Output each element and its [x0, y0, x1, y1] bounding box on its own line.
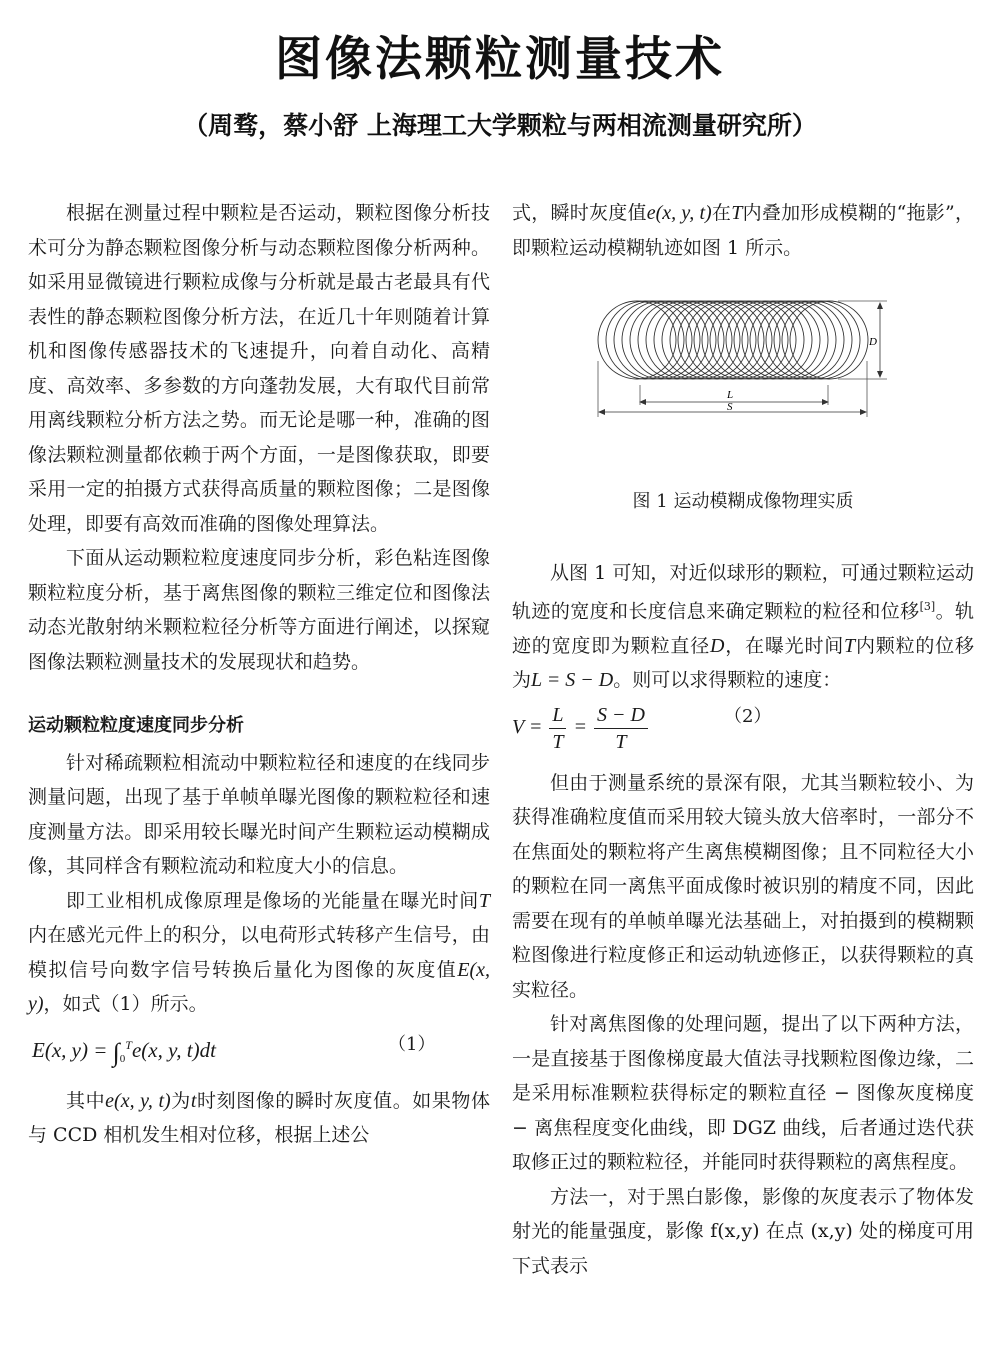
citation: [3]	[919, 600, 936, 613]
blur-ring	[742, 301, 820, 379]
equation-number-2: （2）	[724, 705, 772, 727]
symbol-t: t	[190, 1089, 197, 1112]
blur-ring	[694, 301, 772, 379]
blur-ring	[710, 301, 788, 379]
symbol-e: e(x, y, t)	[646, 202, 712, 224]
text-run: 。轨迹的宽度即为颗粒直径	[512, 600, 974, 657]
eq1-lower-limit: 0	[119, 1052, 126, 1065]
eq1-rhs: e(x, y, t)dt	[131, 1037, 216, 1062]
blur-ring	[678, 301, 756, 379]
blur-ring	[758, 301, 836, 379]
text-run: ，在曝光时间	[724, 634, 845, 657]
blur-ring	[734, 301, 812, 379]
blur-ring	[726, 301, 804, 379]
blur-ring	[702, 301, 780, 379]
label-S: S	[727, 401, 733, 413]
paragraph-depth-of-field: 但由于测量系统的景深有限，尤其当颗粒较小、为获得准确粒度值而采用较大镜头放大倍率时，一部分不在焦面处的颗粒将产生离焦模糊图像；且不同粒径大小的颗粒在同一离焦平面成像时被识别的精度不同，因此需要在现有的单帧单曝光法基础上，对拍摄到的模糊颗粒图像进行粒度修正和运动轨迹修正，以获得颗粒的真实粒径。	[512, 771, 974, 1001]
blur-ring	[646, 301, 724, 379]
symbol-T: T	[731, 202, 743, 224]
eq1-upper-limit: T	[125, 1037, 132, 1052]
page-title: 图像法颗粒测量技术	[275, 32, 725, 87]
eq2-equals: =	[573, 715, 587, 738]
paragraph-motion: 针对稀疏颗粒相流动中颗粒粒径和速度的在线同步测量问题，出现了基于单帧单曝光图像的颗粒粒径和速度测量方法。即采用较长曝光时间产生颗粒运动模糊成像，其同样含有颗粒流动和粒度大小的信息。	[28, 751, 490, 877]
blur-ring	[750, 301, 828, 379]
paragraph-instant	[28, 1084, 490, 1153]
paragraph-continued	[512, 196, 974, 265]
text-run: 即工业相机成像原理是像场的光能量在曝光时间	[66, 889, 479, 912]
equation-1	[28, 1022, 490, 1072]
frac-denominator: T	[552, 730, 564, 753]
blur-ring	[622, 301, 700, 379]
symbol-e: e(x, y, t)	[105, 1089, 171, 1112]
text-run: 内在感光元件上的积分，以电荷形式转移产生信号，由模拟信号向数字信号转换后量化为图像的灰度值	[28, 924, 490, 981]
equation-number-1: （1）	[388, 1033, 436, 1055]
text-run: 式，瞬时灰度值	[512, 202, 647, 224]
fraction-S-D-over-T	[594, 702, 648, 755]
figure-1	[512, 299, 974, 483]
symbol-D: D	[710, 634, 725, 657]
paragraph-overview: 下面从运动颗粒粒度速度同步分析，彩色粘连图像颗粒粒度分析，基于离焦图像的颗粒三维定位和图像法动态光散射纳米颗粒粒径分析等方面进行阐述，以探窥图像法颗粒测量技术的发展现状和趋势。	[28, 547, 490, 673]
left-column	[28, 196, 490, 1153]
frac-numerator: S − D	[594, 702, 648, 729]
blur-ring	[686, 301, 764, 379]
text-run: ，如式（1）所示。	[43, 993, 208, 1015]
right-column	[512, 196, 974, 1283]
authors-line: （周骛，蔡小舒 上海理工大学颗粒与两相流测量研究所）	[183, 111, 817, 140]
blur-ring	[790, 301, 868, 379]
text-run: 内叠加形成模糊的“拖影”，即颗粒运动模糊轨迹如图 1 所示。	[512, 202, 974, 259]
blur-ring	[774, 301, 852, 379]
blur-ring	[606, 301, 684, 379]
frac-numerator: L	[549, 702, 566, 729]
text-run: 其中	[66, 1089, 106, 1112]
symbol-E: E(x, y)	[28, 958, 490, 1015]
equation-2	[512, 702, 974, 766]
symbol-T: T	[844, 634, 856, 657]
blur-ring	[782, 301, 860, 379]
integral-sign: ∫	[112, 1037, 120, 1067]
text-run: 从图 1 可知，对近似球形的颗粒，可通过颗粒运动轨迹的宽度和长度信息来确定颗粒的粒径和位移	[512, 561, 974, 623]
blur-ring	[630, 301, 708, 379]
paragraph-camera	[28, 884, 490, 1022]
label-D: D	[869, 336, 877, 348]
paragraph-defocus-methods: 针对离焦图像的处理问题，提出了以下两种方法，一是直接基于图像梯度最大值法寻找颗粒图像边缘，二是采用标准颗粒获得标定的颗粒直径 − 图像灰度梯度 − 离焦程度变化曲线，即 DGZ 曲线，后者通过迭代获取修正过的颗粒粒径，并能同时获得颗粒的离焦程度。	[512, 1013, 974, 1174]
text-run: 为	[170, 1089, 191, 1112]
blur-ring	[766, 301, 844, 379]
formula-L: L = S − D	[531, 669, 614, 692]
fraction-L-over-T	[549, 702, 566, 755]
motion-blur-diagram	[592, 299, 892, 483]
figure-caption: 图 1 运动模糊成像物理实质	[632, 491, 854, 512]
frac-denominator: T	[615, 730, 627, 753]
paragraph-intro: 根据在测量过程中颗粒是否运动，颗粒图像分析技术可分为静态颗粒图像分析与动态颗粒图像分析两种。如采用显微镜进行颗粒成像与分析就是最古老最具有代表性的静态颗粒图像分析方法，在近几十年则随着计算机和图像传感器技术的飞速提升，向着自动化、高精度、高效率、多参数的方向蓬勃发展，大有取代目前常用离线颗粒分析方法之势。而无论是哪一种，准确的图像法颗粒测量都依赖于两个方面，一是图像获取，即要采用一定的拍摄方式获得高质量的颗粒图像；二是图像处理，即要有高效而准确的图像处理算法。	[28, 202, 490, 535]
blur-ring	[670, 301, 748, 379]
blur-ring	[598, 301, 676, 379]
paragraph-trajectory	[512, 556, 974, 698]
blur-ring	[662, 301, 740, 379]
text-run: 时刻图像的瞬时灰度值。如果物体与 CCD 相机发生相对位移，根据上述公	[28, 1089, 490, 1146]
text-run: 内颗粒的位移为	[512, 634, 974, 692]
blur-ring	[654, 301, 732, 379]
blur-ring	[614, 301, 692, 379]
text-run: 。则可以求得颗粒的速度：	[613, 669, 842, 692]
section-heading: 运动颗粒粒度速度同步分析	[28, 715, 244, 736]
eq2-V: V =	[512, 715, 543, 738]
label-L: L	[727, 389, 734, 401]
eq1-lhs: E(x, y) =	[32, 1037, 113, 1062]
text-run: 在	[711, 202, 732, 224]
paragraph-method-one: 方法一，对于黑白影像，影像的灰度表示了物体发射光的能量强度，影像 f(x,y) 在点 (x,y) 处的梯度可用下式表示	[512, 1185, 974, 1277]
blur-ring	[718, 301, 796, 379]
blur-ring	[638, 301, 716, 379]
symbol-T: T	[478, 889, 490, 912]
